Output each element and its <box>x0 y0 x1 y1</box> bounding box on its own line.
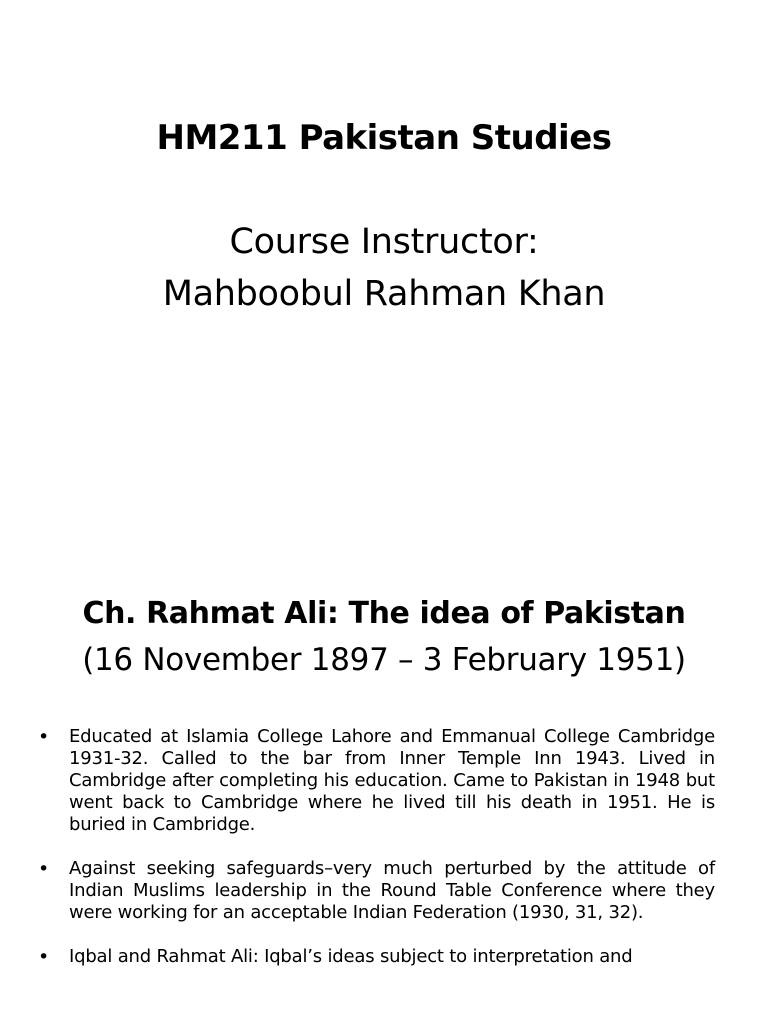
instructor-name: Mahboobul Rahman Khan <box>162 274 606 314</box>
course-title: HM211 Pakistan Studies <box>156 118 612 158</box>
bullet-text: Educated at Islamia College Lahore and Emmanual College Cambridge 1931-32. Called to the bar from Inner Temple Inn 1943. Lived in Cambridge after completing his education. Came to Pakistan in 1948 but went back to Cambridge where he lived till his death in 1951. He is buried in Cambridge. <box>69 726 715 835</box>
list-item <box>0 946 768 968</box>
bullet-list <box>0 726 768 990</box>
bullet-icon: • <box>38 726 50 748</box>
bullet-text: Against seeking safeguards–very much perturbed by the attitude of Indian Muslims leadership in the Round Table Conference where they were working for an acceptable Indian Federation (1930, 31, 32). <box>69 858 715 923</box>
list-item <box>0 858 768 924</box>
slide-rahmat-ali <box>0 560 768 1024</box>
instructor-label: Course Instructor: <box>229 222 539 262</box>
bullet-icon: • <box>38 858 50 880</box>
slide-title: Ch. Rahmat Ali: The idea of Pakistan <box>82 596 686 631</box>
list-item <box>0 726 768 836</box>
slide-subtitle: (16 November 1897 – 3 February 1951) <box>82 642 686 678</box>
bullet-text: Iqbal and Rahmat Ali: Iqbal’s ideas subject to interpretation and <box>69 946 633 967</box>
bullet-icon: • <box>38 946 50 968</box>
